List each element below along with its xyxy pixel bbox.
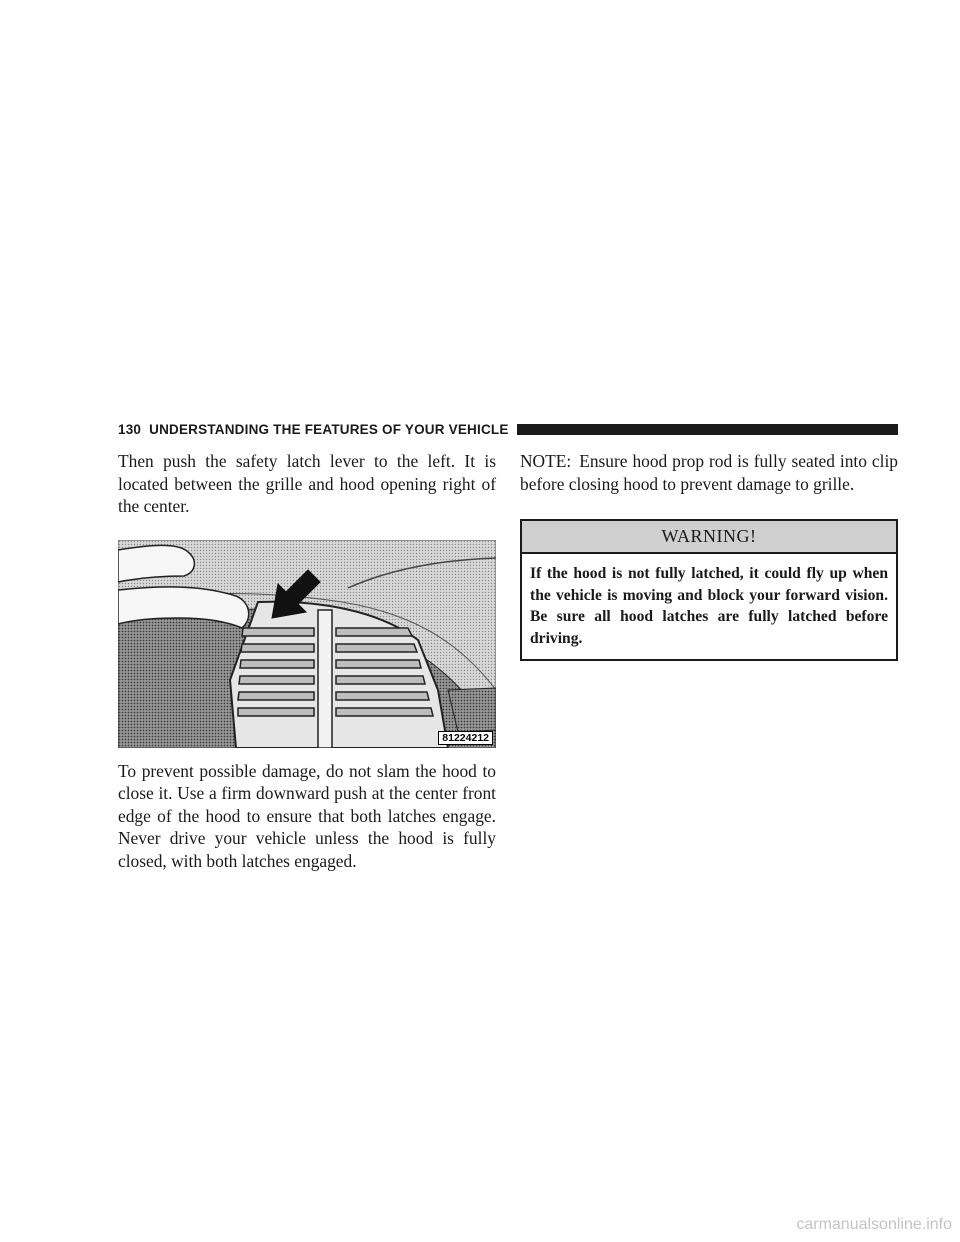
hood-latch-illustration: [118, 540, 496, 748]
hood-grille-drawing: [118, 540, 496, 748]
header-rule: [517, 424, 898, 435]
warning-title: WARNING!: [522, 521, 896, 554]
note-label: NOTE:: [520, 451, 572, 471]
warning-text: If the hood is not fully latched, it could fly up when the vehicle is moving and block your forward vision. Be sure all hood latches are fully latched before driving.: [530, 565, 888, 647]
warning-box: [520, 519, 898, 661]
section-title: UNDERSTANDING THE FEATURES OF YOUR VEHICLE: [149, 421, 509, 437]
closing-paragraph: To prevent possible damage, do not slam the hood to close it. Use a firm downward push at the center front edge of the hood to ensure that both latches engage. Never drive your vehicle unless the hood is fully closed, with both latches engaged.: [118, 760, 496, 871]
watermark: carmanualsonline.info: [796, 1216, 952, 1233]
left-column: [118, 450, 496, 872]
right-column: [520, 450, 898, 661]
note-paragraph: [520, 450, 898, 495]
intro-paragraph: Then push the safety latch lever to the left. It is located between the grille and hood opening right of the center.: [118, 451, 496, 516]
page-number: 130: [118, 421, 142, 437]
page-header: [118, 419, 898, 439]
figure-code: 81224212: [438, 731, 493, 745]
note-text: Ensure hood prop rod is fully seated into clip before closing hood to prevent damage to grille.: [520, 451, 898, 494]
